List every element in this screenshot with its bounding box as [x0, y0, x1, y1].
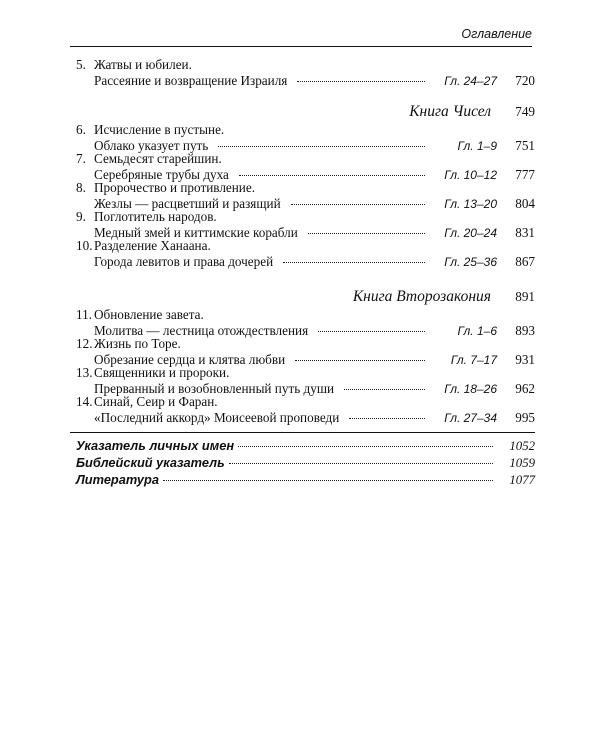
- index-label: Библейский указатель: [76, 455, 225, 470]
- chapter-ref: Гл. 13–20: [444, 196, 497, 211]
- page-number: 893: [515, 322, 535, 338]
- index-entry[interactable]: [76, 455, 535, 471]
- page-number: 804: [515, 195, 535, 211]
- book-heading-deuteronomy[interactable]: [353, 288, 535, 306]
- entry-subtitle: Облако указует путь: [94, 137, 209, 153]
- dot-leader: [283, 262, 425, 263]
- entry-subtitle: «Последний аккорд» Моисеевой проповеди: [94, 409, 340, 425]
- entry-title: Исчисление в пустыне.: [94, 122, 225, 137]
- section-divider: [70, 432, 535, 433]
- entry-subtitle: Жезлы — расцветший и разящий: [94, 195, 281, 211]
- dot-leader: [344, 389, 425, 390]
- book-heading-numbers[interactable]: [409, 103, 535, 121]
- chapter-ref: Гл. 24–27: [444, 73, 497, 88]
- dot-leader: [295, 360, 425, 361]
- page-number: 962: [515, 380, 535, 396]
- entry-number: 13.: [76, 365, 93, 380]
- entry-number: 5.: [76, 57, 86, 72]
- page-number: 777: [515, 166, 535, 182]
- entry-number: 10.: [76, 238, 93, 253]
- entry-subtitle: Прерванный и возобновленный путь души: [94, 380, 335, 396]
- dot-leader: [238, 446, 493, 447]
- entry-subtitle: Рассеяние и возвращение Израиля: [94, 72, 288, 88]
- page-number: 751: [515, 137, 535, 153]
- dot-leader: [218, 146, 425, 147]
- chapter-ref: Гл. 20–24: [444, 225, 497, 240]
- book-title: Книга Второзакония: [352, 288, 491, 305]
- header-title: Оглавление: [461, 27, 532, 41]
- book-title: Книга Чисел: [409, 103, 491, 120]
- chapter-ref: Гл. 1–9: [457, 138, 497, 153]
- index-page: 1077: [509, 473, 535, 487]
- dot-leader: [308, 233, 425, 234]
- index-label: Указатель личных имен: [76, 438, 235, 453]
- index-label: Литература: [76, 472, 159, 487]
- page-number: 831: [515, 224, 535, 240]
- entry-title: Семьдесят старейшин.: [94, 151, 222, 166]
- entry-number: 6.: [76, 122, 86, 137]
- dot-leader: [163, 480, 493, 481]
- page-number: 995: [515, 409, 535, 425]
- dot-leader: [229, 463, 493, 464]
- page-number: 720: [515, 72, 535, 88]
- entry-title: Пророчество и противление.: [94, 180, 256, 195]
- entry-title: Поглотитель народов.: [94, 209, 217, 224]
- index-page: 1059: [509, 456, 535, 470]
- dot-leader: [239, 175, 425, 176]
- entry-number: 14.: [76, 394, 93, 409]
- dot-leader: [291, 204, 425, 205]
- entry-subtitle: Обрезание сердца и клятва любви: [94, 351, 286, 367]
- entry-subtitle: Серебряные трубы духа: [94, 166, 229, 182]
- entry-title: Синай, Сеир и Фаран.: [94, 394, 218, 409]
- entry-number: 8.: [76, 180, 86, 195]
- entry-title: Священники и пророки.: [94, 365, 230, 380]
- dot-leader: [318, 331, 425, 332]
- entry-number: 12.: [76, 336, 93, 351]
- chapter-ref: Гл. 27–34: [444, 410, 497, 425]
- index-entry[interactable]: [76, 438, 535, 454]
- entry-number: 7.: [76, 151, 86, 166]
- book-page: 891: [515, 289, 535, 304]
- index-entry[interactable]: [76, 472, 535, 488]
- entry-subtitle: Города левитов и права дочерей: [94, 253, 274, 269]
- chapter-ref: Гл. 7–17: [450, 352, 497, 367]
- dot-leader: [297, 81, 425, 82]
- page-number: 931: [515, 351, 535, 367]
- chapter-ref: Гл. 18–26: [444, 381, 497, 396]
- entry-subtitle: Молитва — лестница отождествления: [94, 322, 309, 338]
- entry-number: 11.: [76, 307, 92, 322]
- entry-number: 9.: [76, 209, 86, 224]
- entry-subtitle: Медный змей и киттимские корабли: [94, 224, 298, 240]
- index-page: 1052: [509, 439, 535, 453]
- chapter-ref: Гл. 1–6: [457, 323, 497, 338]
- chapter-ref: Гл. 10–12: [444, 167, 497, 182]
- dot-leader: [349, 418, 425, 419]
- running-header: [70, 24, 532, 47]
- page-number: 867: [515, 253, 535, 269]
- entry-title: Разделение Ханаана.: [94, 238, 211, 253]
- book-page: 749: [515, 104, 535, 119]
- chapter-ref: Гл. 25–36: [444, 254, 497, 269]
- entry-title: Жизнь по Торе.: [94, 336, 181, 351]
- entry-title: Обновление завета.: [94, 307, 204, 322]
- entry-title: Жатвы и юбилеи.: [94, 57, 192, 72]
